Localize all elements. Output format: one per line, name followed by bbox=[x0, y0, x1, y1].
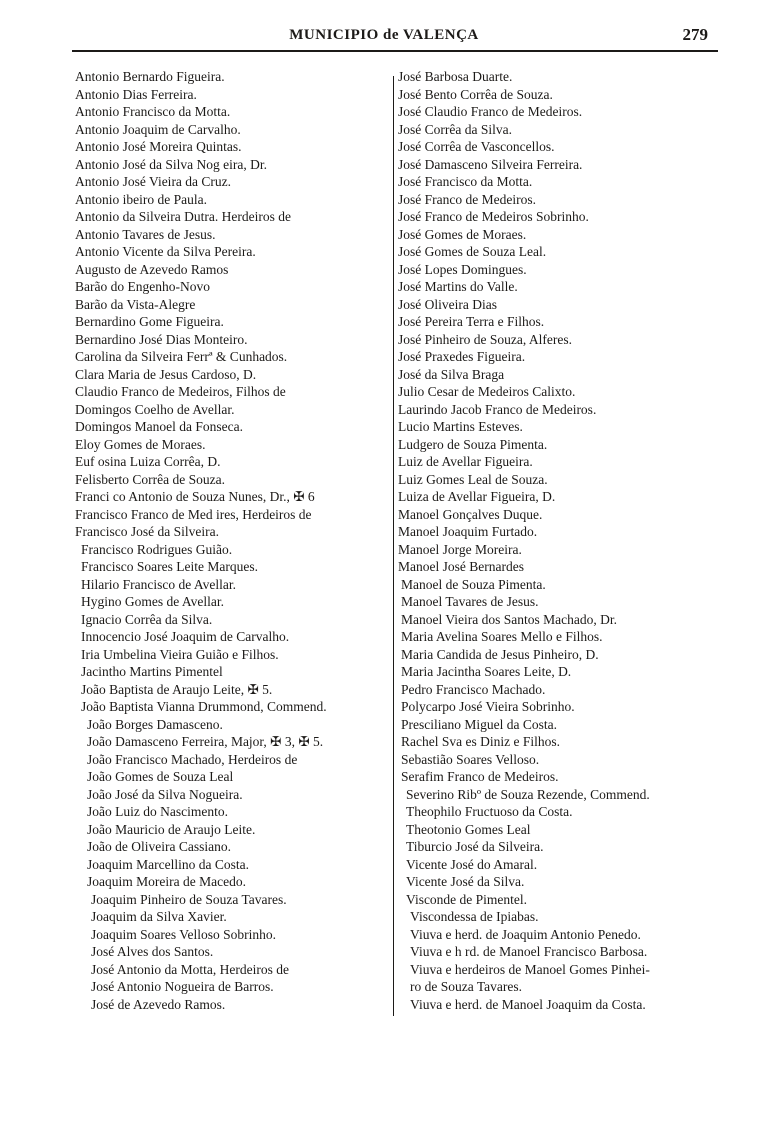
list-item: José Francisco da Motta. bbox=[398, 174, 533, 189]
list-item: Bernardino Gome Figueira. bbox=[75, 314, 224, 329]
list-item: Manoel Gonçalves Duque. bbox=[398, 506, 543, 522]
list-item: Barão do Engenho-Novo bbox=[75, 279, 210, 294]
list-item: José Lopes Domingues. bbox=[398, 261, 527, 277]
list-item: Innocencio José Joaquim de Carvalho. bbox=[81, 629, 290, 644]
list-item: Vicente José do Amaral. bbox=[406, 856, 538, 872]
list-item: Theophilo Fructuoso da Costa. bbox=[406, 804, 573, 819]
list-item: Antonio José da Silva Nog eira, Dr. bbox=[75, 156, 267, 172]
list-item: José da Silva Braga bbox=[398, 366, 505, 382]
left-column bbox=[75, 68, 393, 1013]
page-header bbox=[0, 22, 768, 62]
list-item: Eloy Gomes de Moraes. bbox=[75, 436, 206, 452]
list-item: Serafim Franco de Medeiros. bbox=[401, 769, 559, 784]
list-item: Luiza de Avellar Figueira, D. bbox=[398, 489, 556, 504]
list-item: Joaquim da Silva Xavier. bbox=[91, 909, 227, 924]
list-item: Antonio ibeiro de Paula. bbox=[75, 191, 207, 207]
list-item: Francisco Rodrigues Guião. bbox=[81, 541, 233, 557]
list-item: João Luiz do Nascimento. bbox=[87, 804, 228, 819]
list-item: José Martins do Valle. bbox=[398, 279, 518, 294]
page-title: MUNICIPIO de VALENÇA bbox=[289, 27, 479, 43]
list-item: Antonio José Vieira da Cruz. bbox=[75, 174, 232, 189]
list-item: José Antonio da Motta, Herdeiros de bbox=[91, 961, 289, 977]
list-item: Antonio Francisco da Motta. bbox=[75, 104, 231, 119]
list-item: João Francisco Machado, Herdeiros de bbox=[87, 751, 298, 767]
right-column bbox=[398, 68, 733, 1013]
list-item: Barão da Vista-Alegre bbox=[75, 296, 196, 312]
list-item: João Baptista Vianna Drummond, Commend. bbox=[81, 699, 327, 714]
list-item: Viuva e herd. de Joaquim Antonio Penedo. bbox=[410, 926, 641, 942]
list-item: Iria Umbelina Vieira Guião e Filhos. bbox=[81, 646, 279, 662]
list-item: Antonio Tavares de Jesus. bbox=[75, 226, 216, 242]
list-item: José Barbosa Duarte. bbox=[398, 69, 513, 84]
list-item: José Alves dos Santos. bbox=[91, 944, 214, 959]
list-item: Maria Jacintha Soares Leite, D. bbox=[401, 664, 572, 679]
column-divider bbox=[393, 76, 394, 1016]
list-item: José Gomes de Moraes. bbox=[398, 226, 527, 242]
page-number: 279 bbox=[682, 25, 708, 44]
list-item: João Damasceno Ferreira, Major, ✠ 3, ✠ 5. bbox=[87, 734, 324, 749]
list-item: Antonio da Silveira Dutra. Herdeiros de bbox=[75, 209, 291, 224]
list-item: Joaquim Soares Velloso Sobrinho. bbox=[91, 926, 276, 942]
list-item: Francisco Soares Leite Marques. bbox=[81, 559, 258, 574]
list-item: José Pereira Terra e Filhos. bbox=[398, 314, 545, 329]
list-item: Hilario Francisco de Avellar. bbox=[81, 576, 236, 592]
list-item: Claudio Franco de Medeiros, Filhos de bbox=[75, 384, 286, 399]
list-item: José Gomes de Souza Leal. bbox=[398, 244, 547, 259]
list-item: Viuva e h rd. de Manoel Francisco Barbosa. bbox=[410, 944, 648, 959]
list-item: Antonio Joaquim de Carvalho. bbox=[75, 121, 241, 137]
list-item: Tiburcio José da Silveira. bbox=[406, 839, 544, 854]
list-item: Sebastião Soares Velloso. bbox=[401, 751, 540, 767]
list-item: Laurindo Jacob Franco de Medeiros. bbox=[398, 401, 597, 417]
list-item: Domingos Coelho de Avellar. bbox=[75, 401, 235, 417]
list-item: Ludgero de Souza Pimenta. bbox=[398, 436, 548, 452]
list-item: Joaquim Moreira de Macedo. bbox=[87, 874, 246, 889]
list-item: Antonio José Moreira Quintas. bbox=[75, 139, 242, 154]
list-item: Manoel de Souza Pimenta. bbox=[401, 576, 546, 592]
list-item: Rachel Sva es Diniz e Filhos. bbox=[401, 734, 560, 749]
list-item: Vicente José da Silva. bbox=[406, 874, 525, 889]
list-item: João Gomes de Souza Leal bbox=[87, 769, 234, 784]
list-item: Viscondessa de Ipiabas. bbox=[410, 909, 539, 924]
list-item: Julio Cesar de Medeiros Calixto. bbox=[398, 384, 576, 399]
list-item: Visconde de Pimentel. bbox=[406, 891, 528, 907]
list-item: Antonio Bernardo Figueira. bbox=[75, 69, 225, 84]
list-item: João Baptista de Araujo Leite, ✠ 5. bbox=[81, 681, 273, 697]
list-item: João Borges Damasceno. bbox=[87, 716, 223, 732]
list-item: ro de Souza Tavares. bbox=[410, 979, 523, 994]
list-item: Francisco Franco de Med ires, Herdeiros de bbox=[75, 506, 312, 522]
list-item: Antonio Vicente da Silva Pereira. bbox=[75, 244, 256, 259]
list-item: José Franco de Medeiros. bbox=[398, 191, 536, 207]
list-item: Severino Ribº de Souza Rezende, Commend. bbox=[406, 786, 650, 802]
list-item: Lucio Martins Esteves. bbox=[398, 419, 523, 434]
list-item: Jacintho Martins Pimentel bbox=[81, 664, 223, 679]
list-item: José Corrêa de Vasconcellos. bbox=[398, 139, 555, 154]
list-item: Luiz Gomes Leal de Souza. bbox=[398, 471, 548, 487]
list-item: João José da Silva Nogueira. bbox=[87, 786, 243, 802]
list-item: Franci co Antonio de Souza Nunes, Dr., ✠ 6 bbox=[75, 489, 315, 504]
list-item: Carolina da Silveira Ferrª & Cunhados. bbox=[75, 349, 288, 364]
list-item: José Oliveira Dias bbox=[398, 296, 497, 312]
header-rule bbox=[72, 50, 718, 52]
list-item: Viuva e herdeiros de Manoel Gomes Pinhei- bbox=[410, 961, 650, 977]
list-item: Manoel Tavares de Jesus. bbox=[401, 594, 539, 609]
list-item: Clara Maria de Jesus Cardoso, D. bbox=[75, 366, 257, 382]
list-item: José Corrêa da Silva. bbox=[398, 121, 512, 137]
list-item: Presciliano Miguel da Costa. bbox=[401, 716, 557, 732]
list-item: Ignacio Corrêa da Silva. bbox=[81, 611, 213, 627]
list-item: José Antonio Nogueira de Barros. bbox=[91, 979, 274, 994]
list-item: Manoel Jorge Moreira. bbox=[398, 541, 522, 557]
list-item: Manoel Joaquim Furtado. bbox=[398, 524, 538, 539]
list-item: José Damasceno Silveira Ferreira. bbox=[398, 156, 583, 172]
list-item: Maria Candida de Jesus Pinheiro, D. bbox=[401, 646, 599, 662]
list-item: Polycarpo José Vieira Sobrinho. bbox=[401, 699, 575, 714]
list-item: João de Oliveira Cassiano. bbox=[87, 839, 231, 854]
list-item: Theotonio Gomes Leal bbox=[406, 821, 531, 837]
list-item: José Bento Corrêa de Souza. bbox=[398, 86, 553, 102]
list-item: Euf osina Luiza Corrêa, D. bbox=[75, 454, 221, 469]
list-item: Joaquim Pinheiro de Souza Tavares. bbox=[91, 891, 287, 907]
list-item: José Praxedes Figueira. bbox=[398, 349, 526, 364]
list-item: Luiz de Avellar Figueira. bbox=[398, 454, 533, 469]
list-item: Bernardino José Dias Monteiro. bbox=[75, 331, 248, 347]
list-item: Felisberto Corrêa de Souza. bbox=[75, 471, 225, 487]
list-item: Joaquim Marcellino da Costa. bbox=[87, 856, 249, 872]
list-item: Pedro Francisco Machado. bbox=[401, 681, 546, 697]
list-item: José Franco de Medeiros Sobrinho. bbox=[398, 209, 589, 224]
list-item: Francisco José da Silveira. bbox=[75, 524, 219, 539]
list-item: Antonio Dias Ferreira. bbox=[75, 86, 197, 102]
list-item: Augusto de Azevedo Ramos bbox=[75, 261, 229, 277]
list-item: Viuva e herd. de Manoel Joaquim da Costa. bbox=[410, 996, 646, 1012]
list-item: Maria Avelina Soares Mello e Filhos. bbox=[401, 629, 603, 644]
list-item: João Mauricio de Araujo Leite. bbox=[87, 821, 256, 837]
list-item: José Pinheiro de Souza, Alferes. bbox=[398, 331, 572, 347]
list-item: Hygino Gomes de Avellar. bbox=[81, 594, 224, 609]
list-item: José Claudio Franco de Medeiros. bbox=[398, 104, 583, 119]
list-item: Manoel Vieira dos Santos Machado, Dr. bbox=[401, 611, 618, 627]
list-item: Domingos Manoel da Fonseca. bbox=[75, 419, 243, 434]
list-item: Manoel José Bernardes bbox=[398, 559, 524, 574]
list-item: José de Azevedo Ramos. bbox=[91, 996, 226, 1012]
